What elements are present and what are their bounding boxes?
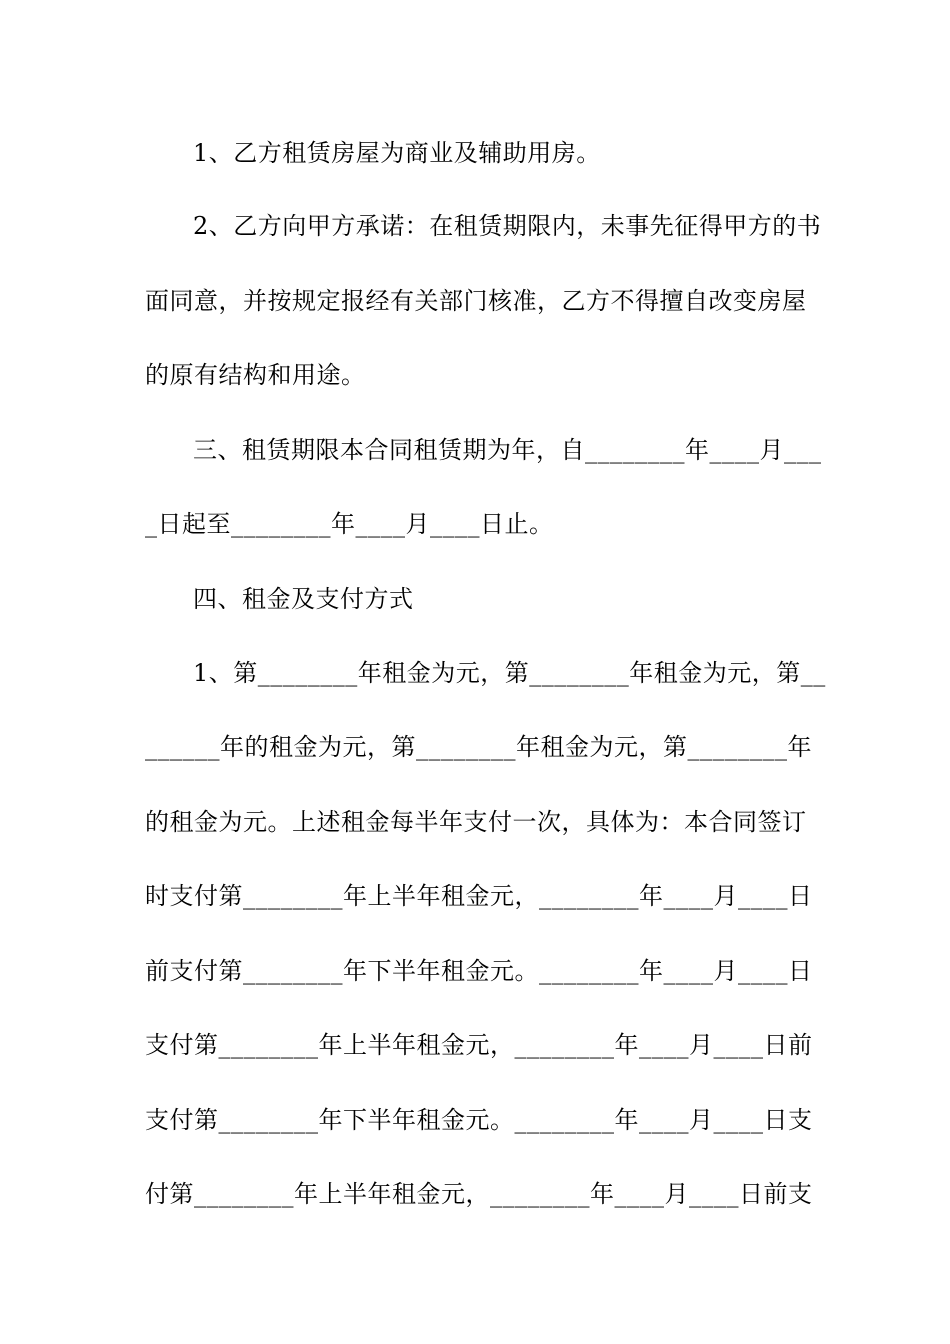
paragraph-line: ______年的租金为元，第________年租金为元，第________年	[145, 733, 812, 761]
paragraph-line: 三、租赁期限本合同租赁期为年，自________年____月___	[193, 436, 822, 464]
paragraph-line: 支付第________年上半年租金元，________年____月____日前	[145, 1031, 813, 1059]
paragraph-line: 面同意，并按规定报经有关部门核准，乙方不得擅自改变房屋	[145, 287, 807, 315]
paragraph-line: _日起至________年____月____日止。	[145, 510, 554, 538]
paragraph-line: 付第________年上半年租金元，________年____月____日前支	[145, 1180, 813, 1208]
paragraph-line: 1、第________年租金为元，第________年租金为元，第__	[193, 659, 826, 687]
paragraph-line: 时支付第________年上半年租金元，________年____月____日	[145, 882, 813, 910]
paragraph-line: 支付第________年下半年租金元。________年____月____日支	[145, 1106, 813, 1134]
section-heading: 四、租金及支付方式	[193, 585, 414, 613]
paragraph-line: 的原有结构和用途。	[145, 361, 366, 389]
paragraph-line: 2、乙方向甲方承诺：在租赁期限内，未事先征得甲方的书	[193, 212, 822, 240]
paragraph-line: 1、乙方租赁房屋为商业及辅助用房。	[193, 139, 601, 167]
paragraph-line: 前支付第________年下半年租金元。________年____月____日	[145, 957, 813, 985]
paragraph-line: 的租金为元。上述租金每半年支付一次，具体为：本合同签订	[145, 808, 807, 836]
